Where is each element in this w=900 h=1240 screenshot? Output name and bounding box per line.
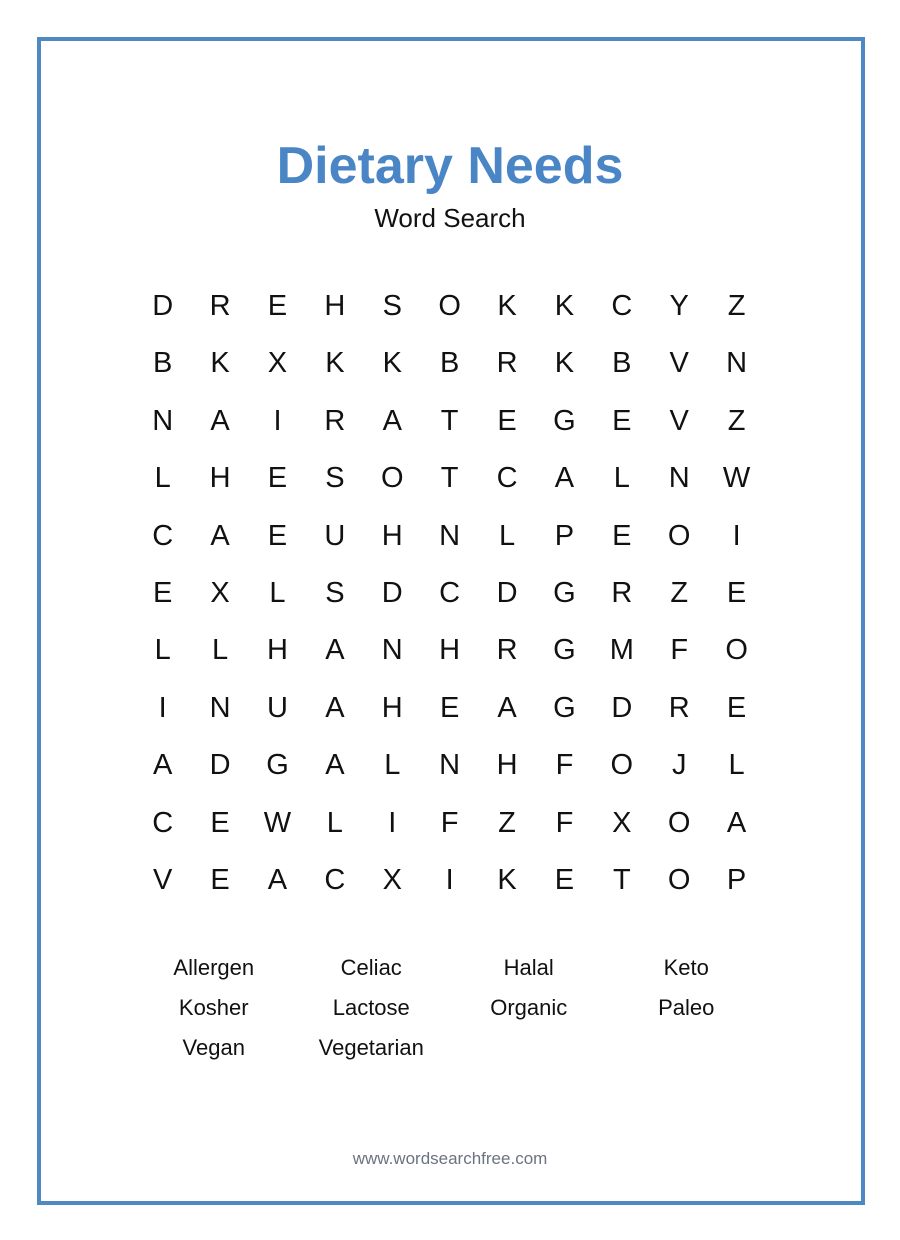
grid-cell[interactable]: F	[670, 634, 689, 667]
grid-row	[134, 852, 766, 909]
grid-cell[interactable]: D	[611, 691, 633, 724]
grid-cell[interactable]: H	[381, 691, 403, 724]
grid-cell[interactable]: E	[497, 404, 517, 437]
grid-cell[interactable]: T	[612, 863, 631, 896]
grid-cell[interactable]: O	[667, 863, 691, 896]
grid-cell[interactable]: N	[439, 749, 461, 782]
letter-grid	[134, 278, 766, 909]
grid-cell[interactable]: L	[384, 749, 401, 782]
grid-cell[interactable]: K	[554, 290, 575, 322]
grid-cell[interactable]: Z	[498, 806, 516, 839]
grid-cell[interactable]: X	[210, 576, 230, 609]
grid-cell[interactable]: E	[153, 576, 173, 609]
grid-cell[interactable]: J	[671, 749, 687, 782]
grid-row	[134, 795, 766, 852]
grid-cell[interactable]: L	[154, 462, 171, 495]
grid-row	[134, 680, 766, 737]
grid-row	[134, 393, 766, 450]
grid-row	[134, 335, 766, 392]
grid-cell[interactable]: N	[668, 462, 690, 495]
grid-cell[interactable]: I	[388, 806, 397, 839]
grid-cell[interactable]: X	[267, 347, 288, 380]
grid-cell[interactable]: K	[382, 347, 402, 380]
grid-cell[interactable]: C	[152, 519, 174, 552]
grid-cell[interactable]: I	[273, 404, 282, 437]
grid-cell[interactable]: A	[267, 863, 288, 896]
word-list-item: Celiac	[340, 955, 402, 980]
grid-cell[interactable]: E	[726, 691, 747, 724]
word-list-item: Keto	[663, 955, 709, 980]
grid-cell[interactable]: D	[209, 749, 231, 782]
grid-cell[interactable]: K	[497, 863, 517, 896]
puzzle-subtitle: Word Search	[374, 203, 526, 233]
grid-cell[interactable]: L	[212, 634, 229, 667]
grid-cell[interactable]: O	[725, 634, 748, 667]
grid-cell[interactable]: L	[498, 519, 516, 552]
grid-cell[interactable]: U	[324, 519, 346, 552]
grid-cell[interactable]: G	[266, 749, 289, 782]
grid-cell[interactable]: A	[554, 462, 575, 495]
grid-cell[interactable]: H	[496, 749, 518, 782]
grid-cell[interactable]: S	[325, 576, 345, 609]
grid-cell[interactable]: D	[152, 290, 174, 322]
grid-cell[interactable]: A	[325, 749, 345, 782]
grid-cell[interactable]: G	[553, 404, 576, 437]
grid-cell[interactable]: A	[153, 749, 173, 782]
grid-cell[interactable]: O	[610, 749, 634, 782]
grid-cell[interactable]: E	[439, 691, 460, 724]
grid-cell[interactable]: F	[555, 749, 574, 782]
word-list-item: Vegetarian	[318, 1035, 424, 1060]
grid-cell[interactable]: A	[726, 806, 747, 839]
grid-cell[interactable]: C	[324, 863, 346, 896]
grid-cell[interactable]: E	[267, 519, 288, 552]
grid-cell[interactable]: W	[263, 806, 292, 839]
grid-cell[interactable]: V	[153, 863, 173, 896]
grid-cell[interactable]: F	[440, 806, 459, 839]
grid-cell[interactable]: E	[267, 290, 288, 322]
grid-cell[interactable]: C	[611, 290, 633, 322]
grid-cell[interactable]: I	[158, 691, 167, 724]
grid-cell[interactable]: W	[722, 462, 751, 495]
grid-cell[interactable]: V	[669, 404, 689, 437]
grid-cell[interactable]: Z	[727, 404, 746, 437]
grid-cell[interactable]: D	[381, 576, 403, 609]
grid-cell[interactable]: E	[612, 404, 632, 437]
grid-cell[interactable]: E	[210, 806, 230, 839]
grid-cell[interactable]: A	[325, 634, 345, 667]
grid-cell[interactable]: B	[612, 347, 632, 380]
grid-cell[interactable]: X	[382, 863, 402, 896]
grid-row	[134, 737, 766, 794]
grid-cell[interactable]: C	[439, 576, 461, 609]
grid-cell[interactable]: K	[497, 290, 517, 322]
grid-cell[interactable]: A	[210, 404, 230, 437]
grid-cell[interactable]: D	[496, 576, 518, 609]
grid-cell[interactable]: L	[728, 749, 745, 782]
grid-cell[interactable]: R	[668, 691, 690, 724]
grid-cell[interactable]: E	[210, 863, 230, 896]
grid-cell[interactable]: H	[267, 634, 288, 667]
grid-cell[interactable]: N	[726, 347, 748, 380]
grid-cell[interactable]: R	[496, 347, 518, 380]
grid-cell[interactable]: L	[269, 576, 286, 609]
word-list-item: Halal	[503, 955, 554, 980]
grid-cell[interactable]: G	[553, 691, 576, 724]
word-list-item: Paleo	[658, 995, 715, 1020]
grid-cell[interactable]: C	[152, 806, 174, 839]
grid-cell[interactable]: E	[554, 863, 575, 896]
grid-cell[interactable]: M	[609, 634, 634, 667]
grid-cell[interactable]: O	[380, 462, 404, 495]
grid-cell[interactable]: F	[555, 806, 574, 839]
grid-cell[interactable]: R	[324, 404, 346, 437]
grid-cell[interactable]: R	[496, 634, 518, 667]
word-list-item: Vegan	[182, 1035, 245, 1060]
grid-cell[interactable]: C	[496, 462, 518, 495]
grid-cell[interactable]: H	[381, 519, 403, 552]
word-list-item: Kosher	[178, 995, 249, 1020]
word-list-item: Allergen	[173, 955, 255, 980]
grid-cell[interactable]: H	[324, 290, 346, 322]
grid-cell[interactable]: E	[726, 576, 747, 609]
grid-row	[134, 622, 766, 679]
grid-cell[interactable]: T	[440, 462, 459, 495]
grid-cell[interactable]: A	[497, 691, 517, 724]
grid-cell[interactable]: I	[732, 519, 741, 552]
word-list-item: Organic	[490, 995, 568, 1020]
grid-cell[interactable]: S	[325, 462, 345, 495]
grid-cell[interactable]: K	[554, 347, 575, 380]
word-list	[135, 948, 765, 1068]
grid-cell[interactable]: S	[382, 290, 402, 322]
grid-row	[134, 450, 766, 507]
grid-cell[interactable]: K	[210, 347, 230, 380]
grid-cell[interactable]: A	[382, 404, 402, 437]
grid-cell[interactable]: G	[553, 576, 576, 609]
footer-url[interactable]: www.wordsearchfree.com	[352, 1149, 548, 1168]
grid-cell[interactable]: H	[439, 634, 461, 667]
grid-cell[interactable]: Y	[669, 290, 689, 322]
grid-cell[interactable]: P	[554, 519, 575, 552]
grid-cell[interactable]: N	[209, 691, 231, 724]
grid-cell[interactable]: H	[209, 462, 231, 495]
grid-cell[interactable]: G	[553, 634, 576, 667]
grid-cell[interactable]: B	[439, 347, 460, 380]
grid-cell[interactable]: N	[381, 634, 403, 667]
grid-cell[interactable]: I	[445, 863, 454, 896]
grid-cell[interactable]: E	[267, 462, 288, 495]
grid-cell[interactable]: O	[667, 806, 691, 839]
grid-cell[interactable]: R	[611, 576, 633, 609]
grid-cell[interactable]: B	[153, 347, 173, 380]
puzzle-title: Dietary Needs	[276, 137, 624, 195]
grid-cell[interactable]: L	[154, 634, 171, 667]
grid-cell[interactable]: R	[209, 290, 231, 322]
grid-cell[interactable]: K	[325, 347, 345, 380]
grid-cell[interactable]: N	[439, 519, 461, 552]
grid-cell[interactable]: O	[438, 290, 461, 322]
grid-cell[interactable]: P	[726, 863, 747, 896]
grid-cell[interactable]: T	[440, 404, 459, 437]
grid-cell[interactable]: Z	[727, 290, 746, 322]
grid-row	[134, 508, 766, 565]
grid-cell[interactable]: X	[612, 806, 632, 839]
grid-cell[interactable]: N	[152, 404, 174, 437]
grid-cell[interactable]: A	[325, 691, 345, 724]
grid-cell[interactable]: V	[669, 347, 689, 380]
grid-cell[interactable]: O	[667, 519, 691, 552]
grid-cell[interactable]: U	[267, 691, 288, 724]
grid-cell[interactable]: L	[613, 462, 630, 495]
word-list-item: Lactose	[332, 995, 410, 1020]
grid-cell[interactable]: E	[612, 519, 632, 552]
grid-cell[interactable]: Z	[670, 576, 689, 609]
grid-cell[interactable]: L	[326, 806, 343, 839]
grid-cell[interactable]: A	[210, 519, 230, 552]
grid-row	[134, 278, 766, 335]
grid-row	[134, 565, 766, 622]
